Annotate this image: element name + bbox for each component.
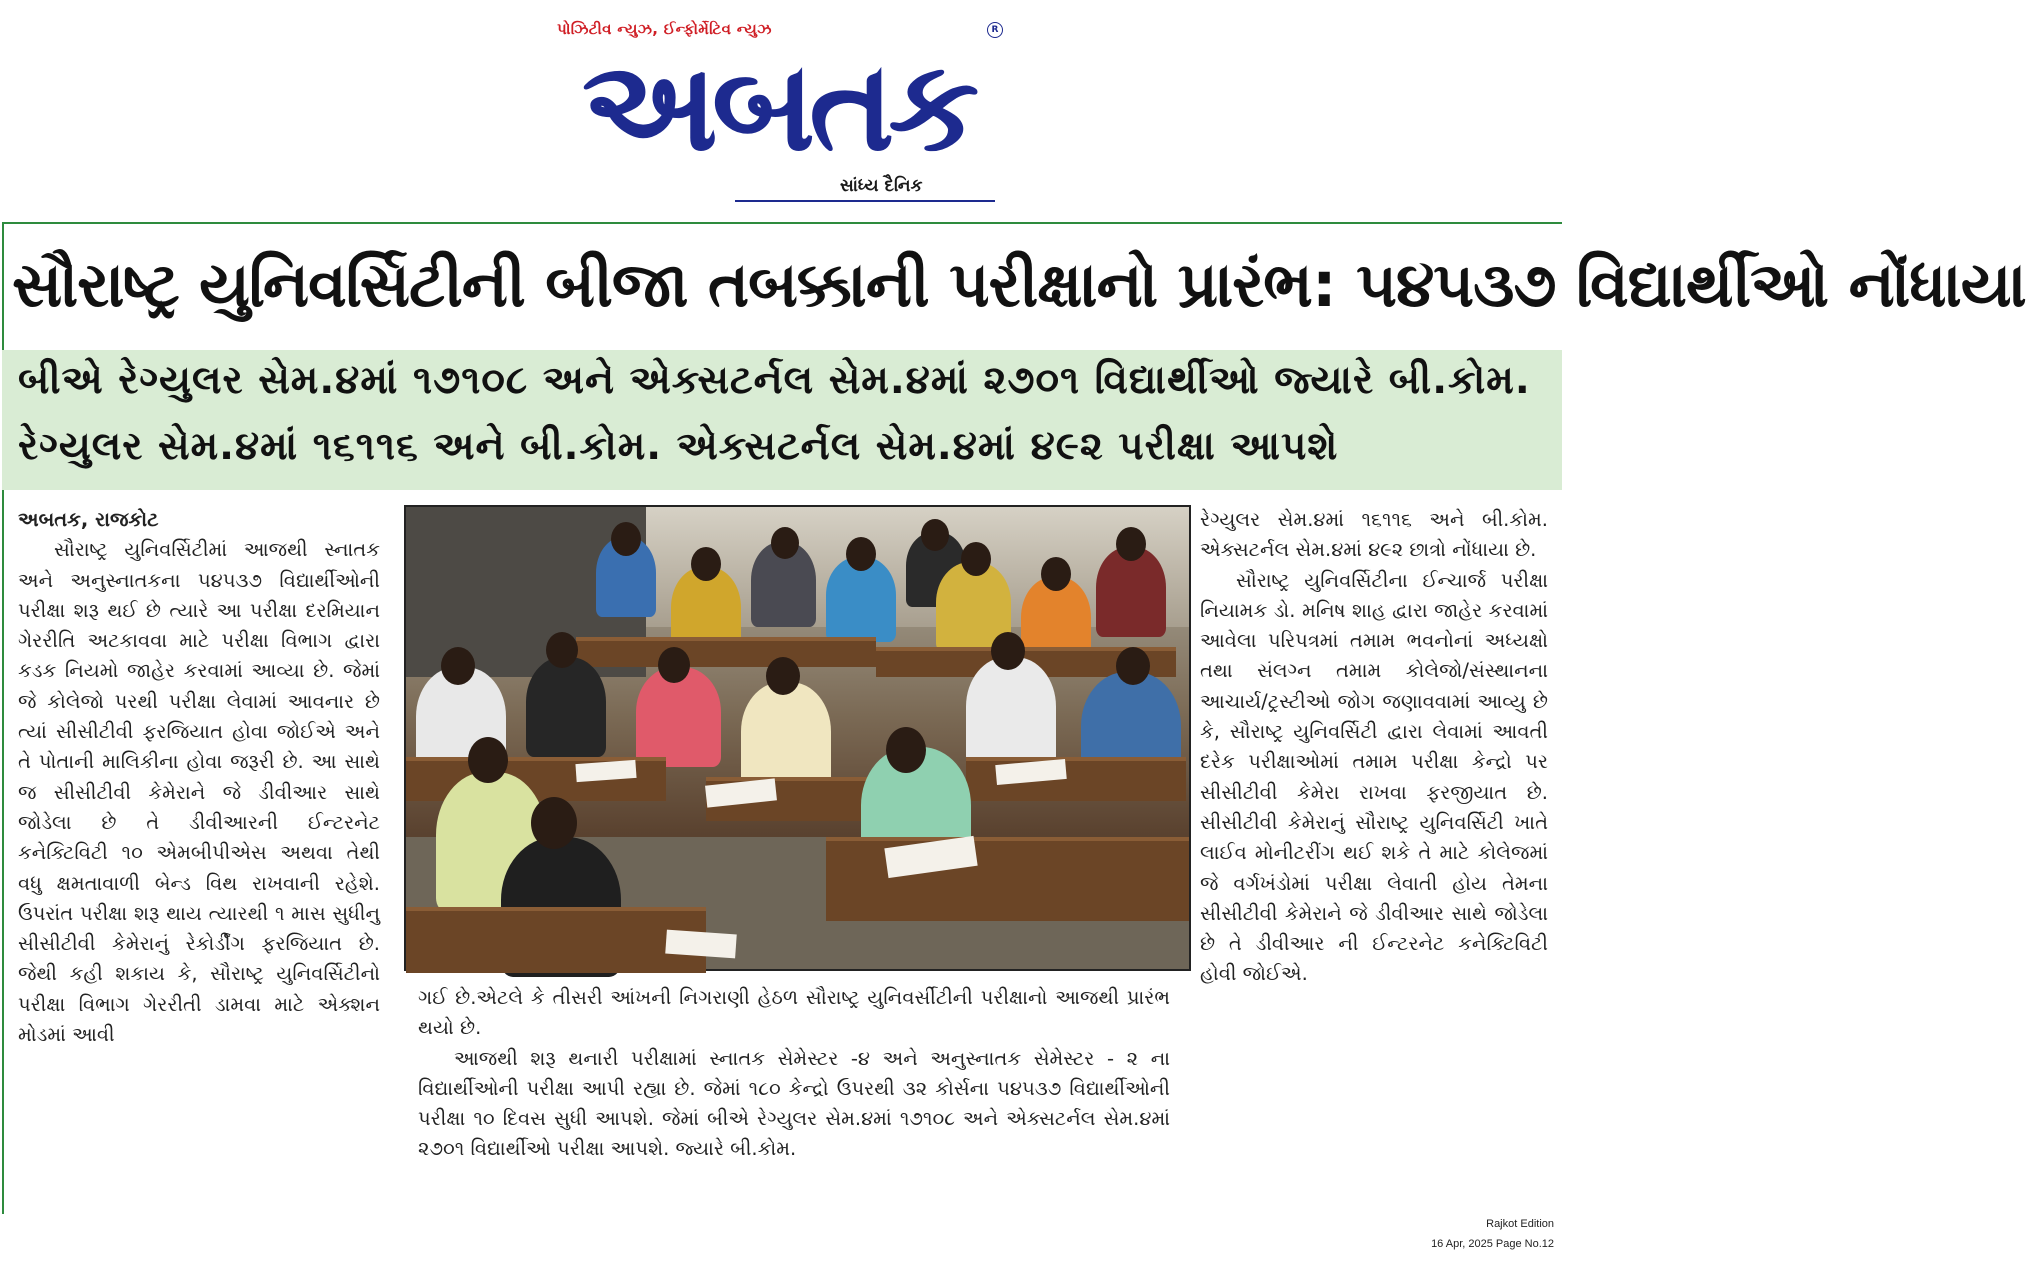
date-page-label: 16 Apr, 2025 Page No.12 xyxy=(1431,1238,1554,1250)
masthead xyxy=(555,18,1005,208)
student-head xyxy=(1041,557,1071,591)
dateline: અબતક, રાજકોટ xyxy=(18,508,159,531)
middle-column-text-2: આજથી શરૂ થનારી પરીક્ષામાં સ્નાતક સેમેસ્ટર -૪ અને અનુસ્નાતક સેમેસ્ટર - ૨ ના વિદ્યાર્થીઓની પરીક્ષા આપી રહ્યા છે. જેમાં ૧૮૦ કેન્દ્રો ઉપરથી ૩૨ કોર્સના ૫૪૫૩૭ વિદ્યાર્થીઓની પરીક્ષા ૧૦ દિવસ સુધી આપશે. જેમાં બીએ રેગ્યુલર સેમ.૪માં ૧૭૧૦૮ અને એક્સટર્નલ સેમ.૪માં ૨૭૦૧ વિદ્યાર્થીઓ પરીક્ષા આપશે. જ્યારે બી.કોમ. xyxy=(418,1046,1170,1161)
exam-desk xyxy=(406,907,706,973)
student-head xyxy=(921,519,949,551)
left-column xyxy=(18,505,380,1210)
left-column-text: સૌરાષ્ટ્ર યુનિવર્સિટીમાં આજથી સ્નાતક અને અનુસ્નાતકના ૫૪૫૩૭ વિદ્યાર્થીઓની પરીક્ષા શરૂ થઈ છે ત્યારે આ પરીક્ષા દરમિયાન ગેરરીતિ અટકાવવા માટે પરીક્ષા વિભાગ દ્વારા કડક નિયમો જાહેર કરવામાં આવ્યા છે. જેમાં જે કોલેજો પરથી પરીક્ષા લેવામાં આવનાર છે ત્યાં સીસીટીવી ફરજિયાત હોવા જોઈએ અને તે પોતાની માલિકીના હોવા જરૂરી છે. આ સાથે જ સીસીટીવી કેમેરાને જે ડીવીઆર સાથે જોડેલા છે તે ડીવીઆરની ઈન્ટરનેટ કનેક્ટિવિટી ૧૦ એમબીપીએસ અથવા તેથી વધુ ક્ષમતાવાળી બેન્ડ વિથ રાખવાની રહેશે. ઉપરાંત પરીક્ષા શરૂ થાય ત્યારથી ૧ માસ સુધીનુ સીસીટીવી કેમેરાનું રેકોર્ડીંગ ફરજિયાત છે. જેથી કહી શકાય કે, સૌરાષ્ટ્ર યુનિવર્સિટીનો પરીક્ષા વિભાગ ગેરરીતી ડામવા માટે એક્શન મોડમાં આવી xyxy=(18,538,380,1047)
exam-hall-photo xyxy=(404,505,1191,971)
registered-mark-icon: R xyxy=(987,22,1003,38)
exam-desk xyxy=(576,637,876,667)
student-head xyxy=(961,542,991,576)
student-head xyxy=(991,632,1025,670)
logo-wordmark: અબતક xyxy=(581,35,974,179)
masthead-tagline: પોઝિટીવ ન્યુઝ, ઈન્ફોર્મેટિવ ન્યુઝ xyxy=(557,20,772,38)
student-head xyxy=(1116,647,1150,685)
right-column-text-2: સૌરાષ્ટ્ર યુનિવર્સિટીના ઈન્ચાર્જ પરીક્ષા નિયામક ડો. મનિષ શાહ દ્વારા જાહેર કરવામાં આવેલા પરિપત્રમાં તમામ ભવનોનાં અધ્યક્ષો તથા સંલગ્ન તમામ કોલેજો/સંસ્થાનના આચાર્ય/ટ્રસ્ટીઓ જોગ જણાવવામાં આવ્યુ છે કે, સૌરાષ્ટ્ર યુનિવર્સિટી દ્વારા લેવામાં આવતી દરેક પરીક્ષાઓમાં તમામ પરીક્ષા કેન્દ્રો પર સીસીટીવી કેમેરા રાખવા ફરજીયાત છે. સીસીટીવી કેમેરાનું સૌરાષ્ટ્ર યુનિવર્સિટી ખાતે લાઈવ મોનીટરીંગ થઈ શકે તે માટે કોલેજમાં જે વર્ગખંડોમાં પરીક્ષા લેવાતી હોય તેમના સીસીટીવી કેમેરાને જે ડીવીઆર સાથે જોડેલા છે તે ડીવીઆર ની ઈન્ટરનેટ કનેક્ટિવિટી હોવી જોઈએ. xyxy=(1200,568,1548,986)
student-head xyxy=(468,737,508,783)
student-head xyxy=(846,537,876,571)
subheadline-line-1: બીએ રેગ્યુલર સેમ.૪માં ૧૭૧૦૮ અને એક્સટર્નલ સેમ.૪માં ૨૭૦૧ વિદ્યાર્થીઓ જ્યારે બી.કોમ. xyxy=(18,358,1531,403)
student-head xyxy=(441,647,475,685)
newspaper-logo xyxy=(555,32,1000,182)
exam-desk xyxy=(826,837,1189,921)
student-figure xyxy=(526,657,606,757)
student-head xyxy=(1116,527,1146,561)
right-column xyxy=(1200,505,1548,1210)
subheadline-line-2: રેગ્યુલર સેમ.૪માં ૧૬૧૧૬ અને બી.કોમ. એક્સટર્નલ સેમ.૪માં ૪૯૨ પરીક્ષા આપશે xyxy=(18,424,1339,469)
student-head xyxy=(546,632,578,668)
answer-sheet xyxy=(665,930,737,959)
student-head xyxy=(886,727,926,773)
middle-column xyxy=(418,983,1170,1203)
student-head xyxy=(658,647,690,683)
middle-column-text-1: ગઈ છે.એટલે કે તીસરી આંખની નિગરાણી હેઠળ સૌરાષ્ટ્ર યુનિવર્સીટીની પરીક્ષાનો આજથી પ્રારંભ થયો છે. xyxy=(418,986,1170,1040)
student-head xyxy=(766,657,800,695)
student-head xyxy=(531,797,577,849)
right-column-text-1: રેગ્યુલર સેમ.૪માં ૧૬૧૧૬ અને બી.કોમ. એક્સટર્નલ સેમ.૪માં ૪૯૨ છાત્રો નોંધાયા છે. xyxy=(1200,508,1548,562)
edition-label: Rajkot Edition xyxy=(1486,1218,1554,1230)
student-figure xyxy=(741,682,831,792)
student-figure xyxy=(966,657,1056,767)
student-head xyxy=(771,527,799,559)
masthead-underline xyxy=(735,200,995,202)
student-head xyxy=(611,522,641,556)
masthead-subtitle: સાંધ્ય દૈનિક xyxy=(840,176,923,196)
student-head xyxy=(691,547,721,581)
article-headline: સૌરાષ્ટ્ર યુનિવર્સિટીની બીજા તબક્કાની પરીક્ષાનો પ્રારંભ: ૫૪૫૩૭ વિદ્યાર્થીઓ નોંધાયા xyxy=(12,248,2026,321)
